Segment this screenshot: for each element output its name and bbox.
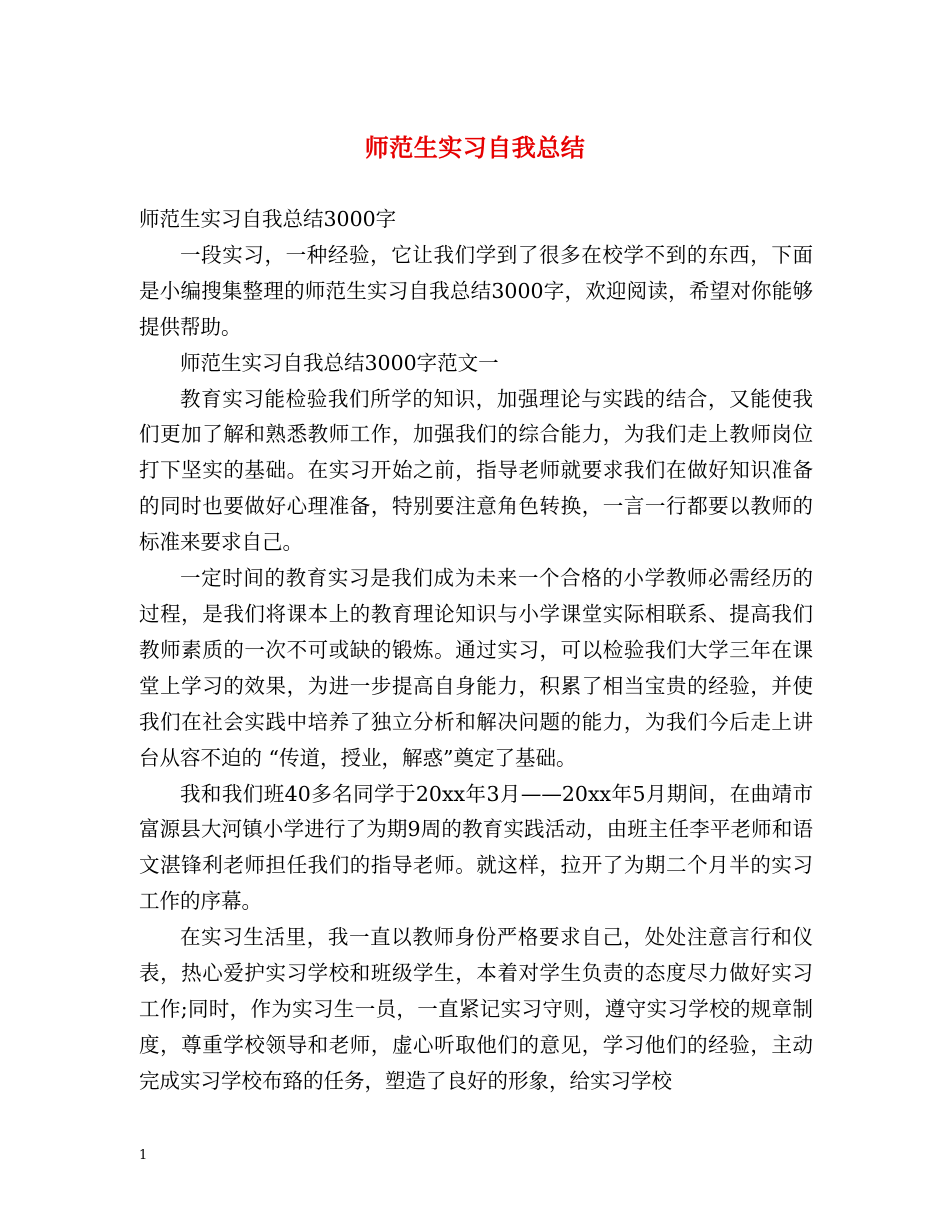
page-number: 1 [139,1148,148,1163]
body-paragraph: 一定时间的教育实习是我们成为未来一个合格的小学教师必需经历的过程，是我们将课本上的教育理论知识与小学课堂实际相联系、提高我们教师素质的一次不可或缺的锻炼。通过实习，可以检验我们大学三年在课堂上学习的效果，为进一步提高自身能力，积累了相当宝贵的经验，并使我们在社会实践中培养了独立分析和解决问题的能力，为我们今后走上讲台从容不迫的 “传道，授业，解惑”奠定了基础。 [139,566,813,770]
section-heading: 师范生实习自我总结3000字范文一 [180,350,499,375]
body-paragraph: 教育实习能检验我们所学的知识，加强理论与实践的结合，又能使我们更加了解和熟悉教师工作，加强我们的综合能力，为我们走上教师岗位打下坚实的基础。在实习开始之前，指导老师就要求我们在做好知识准备的同时也要做好心理准备，特别要注意角色转换，一言一行都要以教师的标准来要求自己。 [139,386,813,555]
document-body [139,202,813,1100]
intro-paragraph: 一段实习，一种经验，它让我们学到了很多在校学不到的东西，下面是小编搜集整理的师范生实习自我总结3000字，欢迎阅读，希望对你能够提供帮助。 [139,242,813,339]
subtitle-paragraph: 师范生实习自我总结3000字 [139,207,397,231]
document-title: 师范生实习自我总结 [364,133,586,162]
body-paragraph: 在实习生活里，我一直以教师身份严格要求自己，处处注意言行和仪表，热心爱护实习学校和班级学生，本着对学生负责的态度尽力做好实习工作;同时，作为实习生一员，一直紧记实习守则，遵守实习学校的规章制度，尊重学校领导和老师，虚心听取他们的意见，学习他们的经验，主动完成实习学校布臵的任务，塑造了良好的形象，给实习学校 [139,925,813,1093]
body-paragraph: 我和我们班40多名同学于20xx年3月——20xx年5月期间，在曲靖市富源县大河镇小学进行了为期9周的教育实践活动，由班主任李平老师和语文湛锋利老师担任我们的指导老师。就这样，拉开了为期二个月半的实习工作的序幕。 [139,781,813,914]
